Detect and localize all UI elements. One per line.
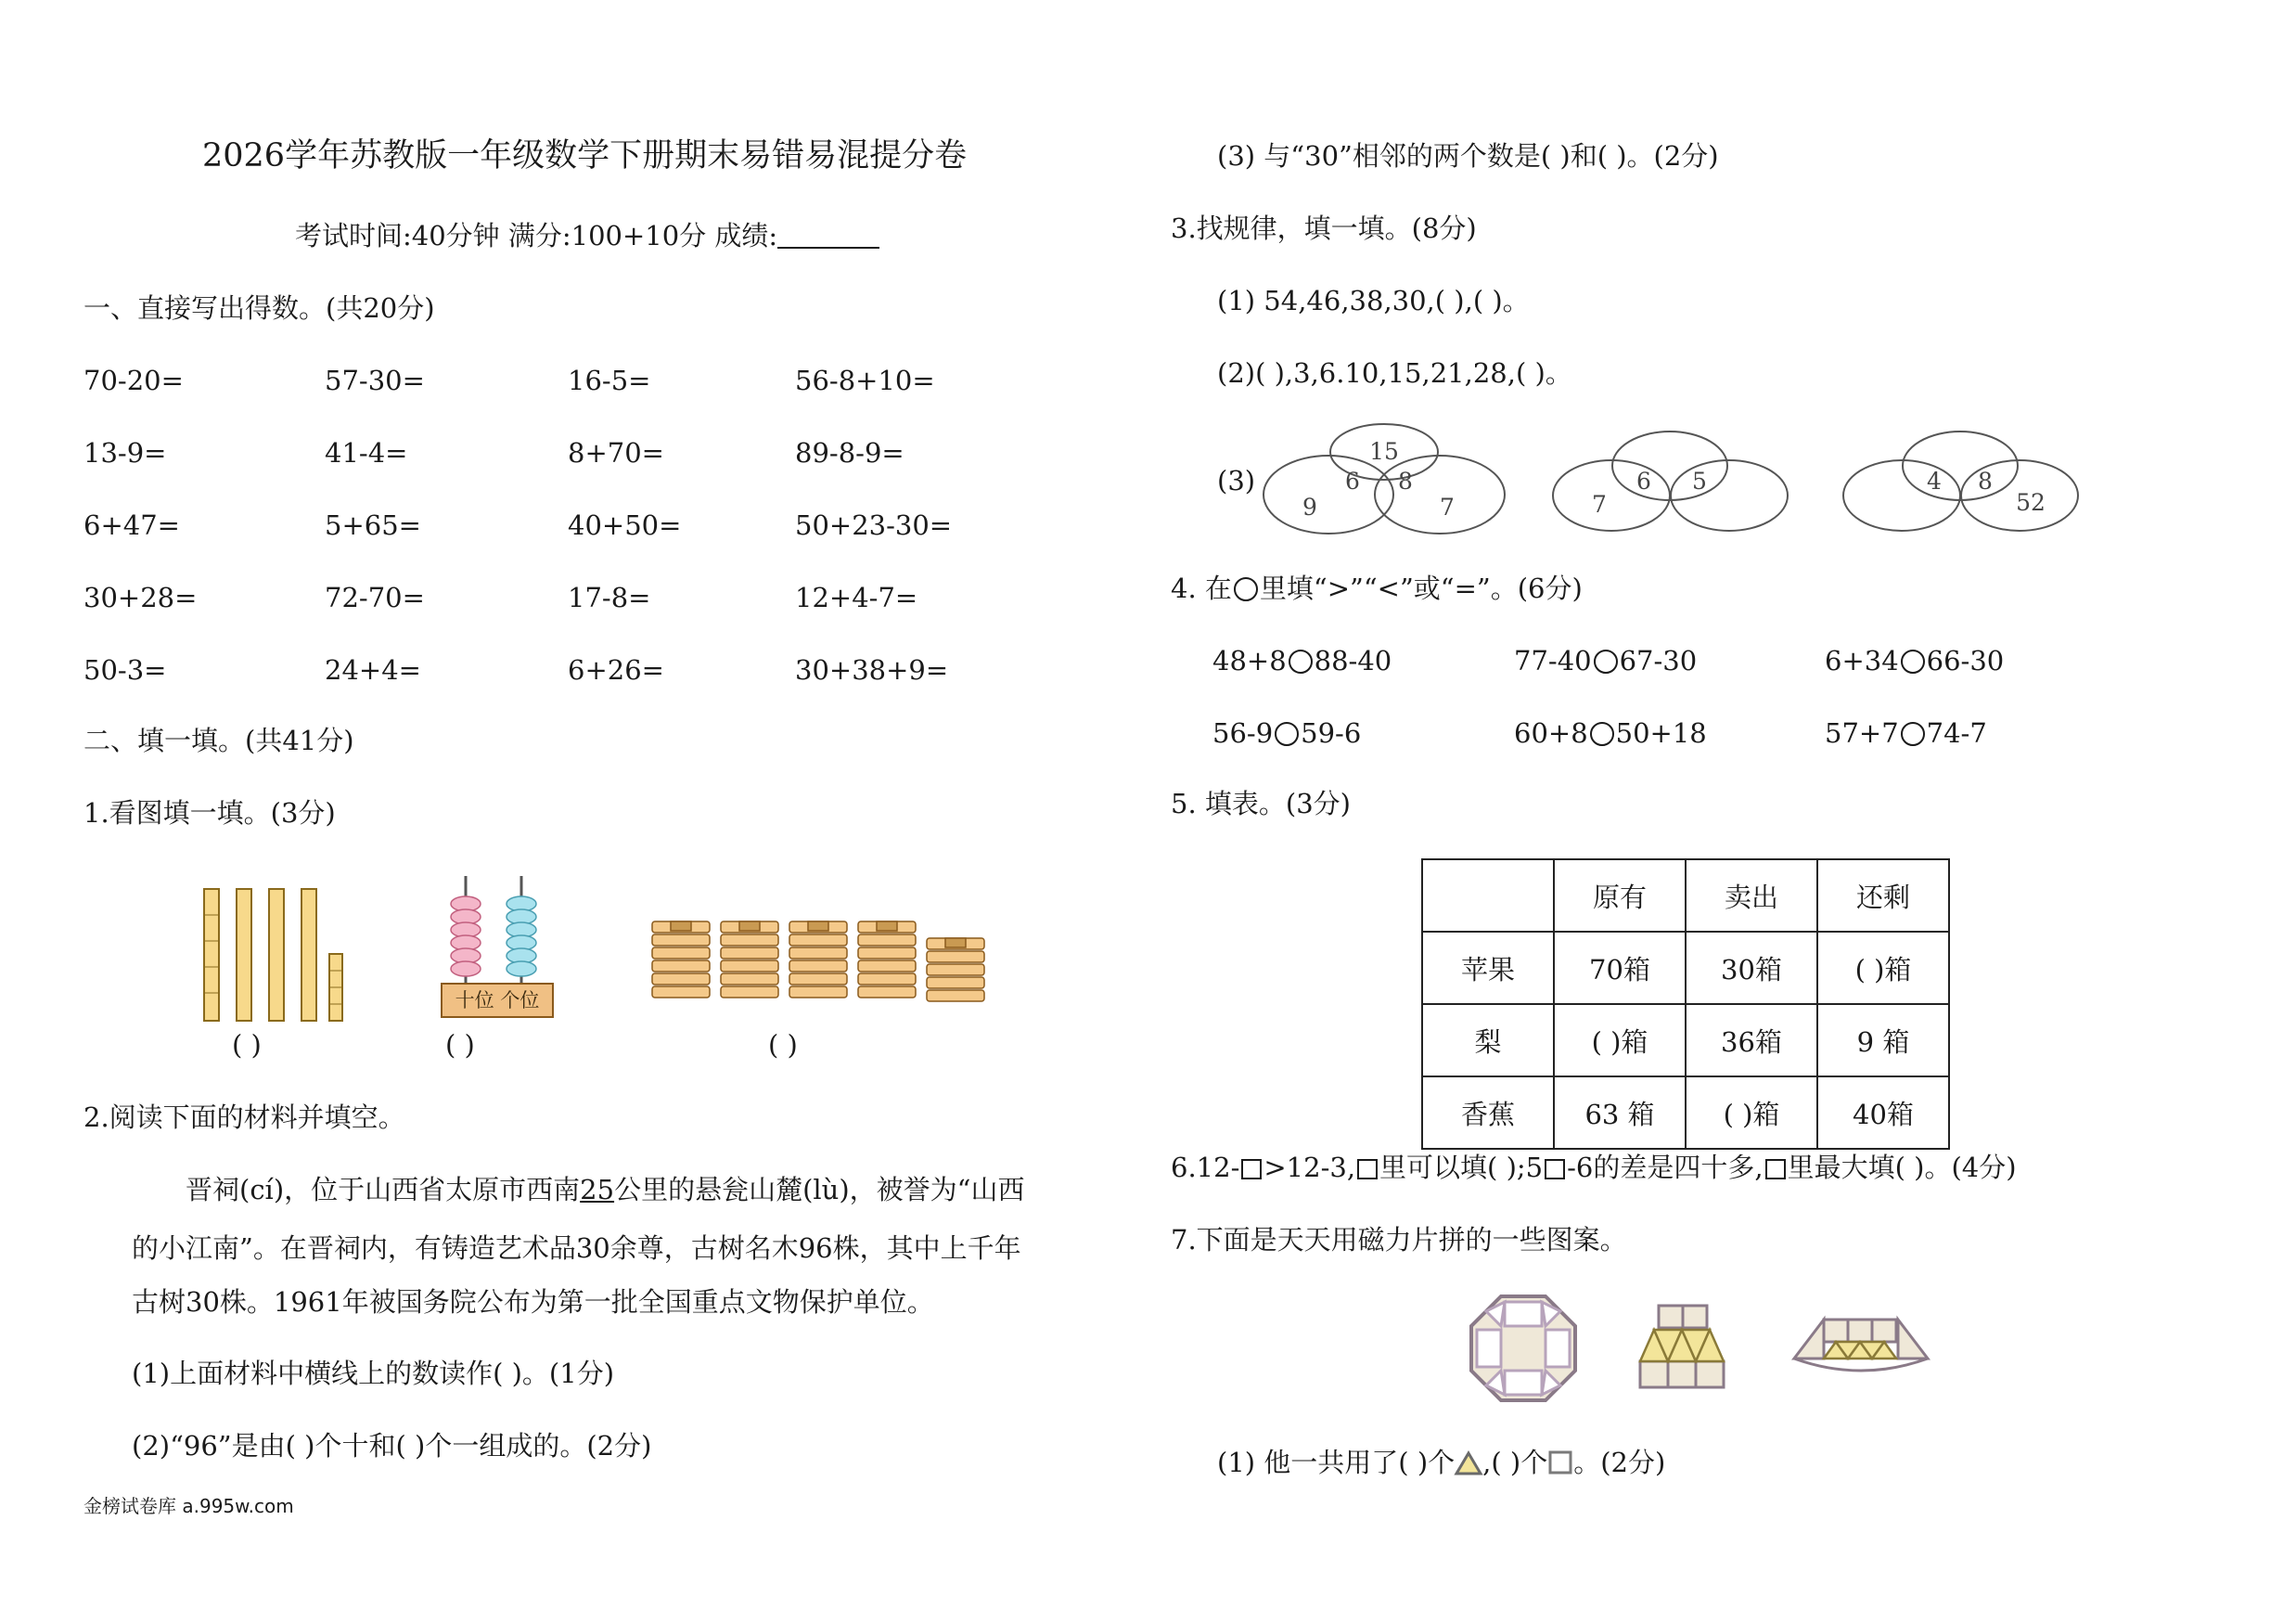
table-cell: 香蕉 <box>1422 1076 1554 1149</box>
magnet-house-pattern <box>1638 1304 1727 1389</box>
para-line1-a: 晋祠(cí)，位于山西省太原市西南 <box>186 1174 581 1205</box>
calc-item: 13-9= <box>83 437 167 469</box>
compare-left: 57+7 <box>1825 717 1899 749</box>
table-header-cell <box>1422 859 1554 932</box>
table-cell: 梨 <box>1422 1004 1554 1076</box>
venn3-outer-right: 52 <box>2016 489 2046 516</box>
calc-item: 5+65= <box>325 509 421 541</box>
calc-item: 50-3= <box>83 654 167 686</box>
page-title: 2026学年苏教版一年级数学下册期末易错易混提分卷 <box>202 137 968 174</box>
q3-sub2: (2)( ),3,6.10,15,21,28,( )。 <box>1217 357 1572 389</box>
compare-right: 66-30 <box>1926 645 2005 676</box>
q6-c: 里可以填( );5 <box>1379 1152 1544 1183</box>
venn3-right: 8 <box>1978 468 1993 495</box>
q2-sub3: (3) 与“30”相邻的两个数是( )和( )。(2分) <box>1217 140 1719 172</box>
calc-item: 12+4-7= <box>795 582 918 613</box>
magnet-bridge-pattern <box>1790 1318 1931 1383</box>
compare-right: 50+18 <box>1615 717 1707 749</box>
q6-line <box>1171 1151 2017 1184</box>
q4-title-a: 4. 在 <box>1171 573 1232 604</box>
square-box-icon <box>1241 1159 1262 1179</box>
q3-sub1: (1) 54,46,38,30,( ),( )。 <box>1217 285 1530 316</box>
venn2-left: 6 <box>1636 468 1651 495</box>
q7-title: 7.下面是天天用磁力片拼的一些图案。 <box>1171 1224 1627 1256</box>
table-cell: 63 箱 <box>1554 1076 1686 1149</box>
table-cell: 9 箱 <box>1817 1004 1949 1076</box>
circle-icon <box>1234 577 1258 601</box>
compare-item <box>1825 716 1987 750</box>
calc-item: 30+38+9= <box>795 654 949 686</box>
calc-item: 56-8+10= <box>795 365 935 396</box>
q3-sub3-label: (3) <box>1217 465 1256 496</box>
calc-item: 41-4= <box>325 437 408 469</box>
calc-item: 30+28= <box>83 582 198 613</box>
venn1-left: 6 <box>1345 468 1360 495</box>
q1-title: 1.看图填一填。(3分) <box>83 797 336 829</box>
compare-circle-icon <box>1590 722 1614 746</box>
compare-circle-icon <box>1901 722 1925 746</box>
square-box-icon <box>1357 1159 1378 1179</box>
compare-right: 59-6 <box>1301 717 1362 749</box>
bundles-picture <box>645 914 997 1021</box>
q4-title-b: 里填“>”“<”或“=”。(6分) <box>1259 573 1583 604</box>
calc-item: 16-5= <box>568 365 651 396</box>
compare-item <box>1514 644 1697 677</box>
q2-para-line3: 古树30株。1961年被国务院公布为第一批全国重点文物保护单位。 <box>132 1286 934 1318</box>
compare-item <box>1212 716 1361 750</box>
q6-a: 6.12- <box>1171 1152 1240 1183</box>
compare-circle-icon <box>1289 650 1313 674</box>
q7-sub1-a: (1) 他一共用了( )个 <box>1217 1447 1456 1478</box>
compare-circle-icon <box>1901 650 1925 674</box>
compare-left: 60+8 <box>1514 717 1588 749</box>
q7-sub1-b: ,( )个 <box>1482 1447 1548 1478</box>
compare-circle-icon <box>1275 722 1299 746</box>
compare-left: 48+8 <box>1212 645 1287 676</box>
table-row <box>1422 1004 1949 1076</box>
q3-title: 3.找规律，填一填。(8分) <box>1171 213 1477 244</box>
table-cell: ( )箱 <box>1554 1004 1686 1076</box>
q2-title: 2.阅读下面的材料并填空。 <box>83 1101 405 1133</box>
venn3-left: 4 <box>1927 468 1942 495</box>
venn1-outer-right: 7 <box>1440 494 1455 521</box>
table-row <box>1422 932 1949 1004</box>
q2-para-line2: 的小江南”。在晋祠内，有铸造艺术品30余尊，古树名木96株，其中上千年 <box>132 1232 1021 1264</box>
calc-item: 40+50= <box>568 509 682 541</box>
q1-blank-abacus: ( ) <box>445 1029 475 1061</box>
q1-blank-rods: ( ) <box>232 1029 262 1061</box>
table-header-row <box>1422 859 1949 932</box>
calc-item: 57-30= <box>325 365 425 396</box>
para-line1-b: 公里的悬瓮山麓(lù)，被誉为“山西 <box>614 1174 1025 1205</box>
q6-d: -6的差是四十多, <box>1567 1152 1764 1183</box>
table-header-cell: 原有 <box>1554 859 1686 932</box>
calc-item: 6+47= <box>83 509 180 541</box>
calc-item: 50+23-30= <box>795 509 953 541</box>
table-header-cell: 还剩 <box>1817 859 1949 932</box>
venn-diagram-3 <box>1841 429 2084 535</box>
q2-sub1: (1)上面材料中横线上的数读作( )。(1分) <box>132 1358 615 1389</box>
venn1-right: 8 <box>1398 468 1413 495</box>
square-tile-icon <box>1547 1449 1573 1475</box>
table-cell: ( )箱 <box>1817 932 1949 1004</box>
square-box-icon <box>1545 1159 1565 1179</box>
venn-diagram-1 <box>1262 422 1507 538</box>
q1-blank-bundles: ( ) <box>768 1029 798 1061</box>
q2-para-line1 <box>186 1173 1024 1206</box>
compare-left: 56-9 <box>1212 717 1274 749</box>
triangle-tile-icon <box>1455 1451 1482 1475</box>
calc-item: 24+4= <box>325 654 421 686</box>
compare-right: 67-30 <box>1619 645 1698 676</box>
venn2-outer-left: 7 <box>1592 491 1607 518</box>
square-box-icon <box>1765 1159 1786 1179</box>
compare-left: 6+34 <box>1825 645 1899 676</box>
table-cell: 40箱 <box>1817 1076 1949 1149</box>
underlined-number: 25 <box>580 1174 615 1205</box>
table-cell: ( )箱 <box>1686 1076 1817 1149</box>
table-cell: 36箱 <box>1686 1004 1817 1076</box>
table-cell: 30箱 <box>1686 932 1817 1004</box>
calc-item: 17-8= <box>568 582 651 613</box>
calc-item: 70-20= <box>83 365 184 396</box>
table-row <box>1422 1076 1949 1149</box>
compare-item <box>1825 644 2004 677</box>
section1-title: 一、直接写出得数。(共20分) <box>83 292 435 324</box>
calc-item: 72-70= <box>325 582 425 613</box>
venn1-top: 15 <box>1369 438 1399 465</box>
footer-watermark: 金榜试卷库 a.995w.com <box>83 1495 294 1517</box>
compare-left: 77-40 <box>1514 645 1592 676</box>
calc-item: 8+70= <box>568 437 664 469</box>
table-cell: 70箱 <box>1554 932 1686 1004</box>
magnet-octagon-pattern <box>1468 1293 1579 1404</box>
compare-right: 88-40 <box>1314 645 1392 676</box>
section2-title: 二、填一填。(共41分) <box>83 725 354 756</box>
compare-circle-icon <box>1594 650 1618 674</box>
calc-item: 89-8-9= <box>795 437 904 469</box>
table-cell: 苹果 <box>1422 932 1554 1004</box>
compare-item <box>1212 644 1392 677</box>
exam-info-text: 考试时间:40分钟 满分:100+10分 成绩: <box>295 220 778 251</box>
score-blank <box>777 219 879 249</box>
exam-info <box>295 219 879 252</box>
calc-item: 6+26= <box>568 654 664 686</box>
compare-item <box>1514 716 1707 750</box>
q6-b: >12-3, <box>1263 1152 1356 1183</box>
venn2-right: 5 <box>1692 468 1707 495</box>
q7-sub1-c: 。(2分) <box>1573 1447 1666 1478</box>
abacus-label: 十位 个位 <box>455 989 540 1011</box>
table-header-cell: 卖出 <box>1686 859 1817 932</box>
q2-sub2: (2)“96”是由( )个十和( )个一组成的。(2分) <box>132 1430 652 1462</box>
venn-diagram-2 <box>1551 429 1794 535</box>
q6-e: 里最大填( )。(4分) <box>1787 1152 2017 1183</box>
compare-right: 74-7 <box>1926 717 1987 749</box>
venn1-outer-left: 9 <box>1302 494 1317 521</box>
q4-title <box>1171 572 1583 605</box>
rods-picture <box>199 882 357 1025</box>
q7-sub1 <box>1217 1446 1665 1479</box>
abacus-picture <box>438 874 558 1023</box>
q5-title: 5. 填表。(3分) <box>1171 788 1351 819</box>
q5-table <box>1421 858 1950 1150</box>
